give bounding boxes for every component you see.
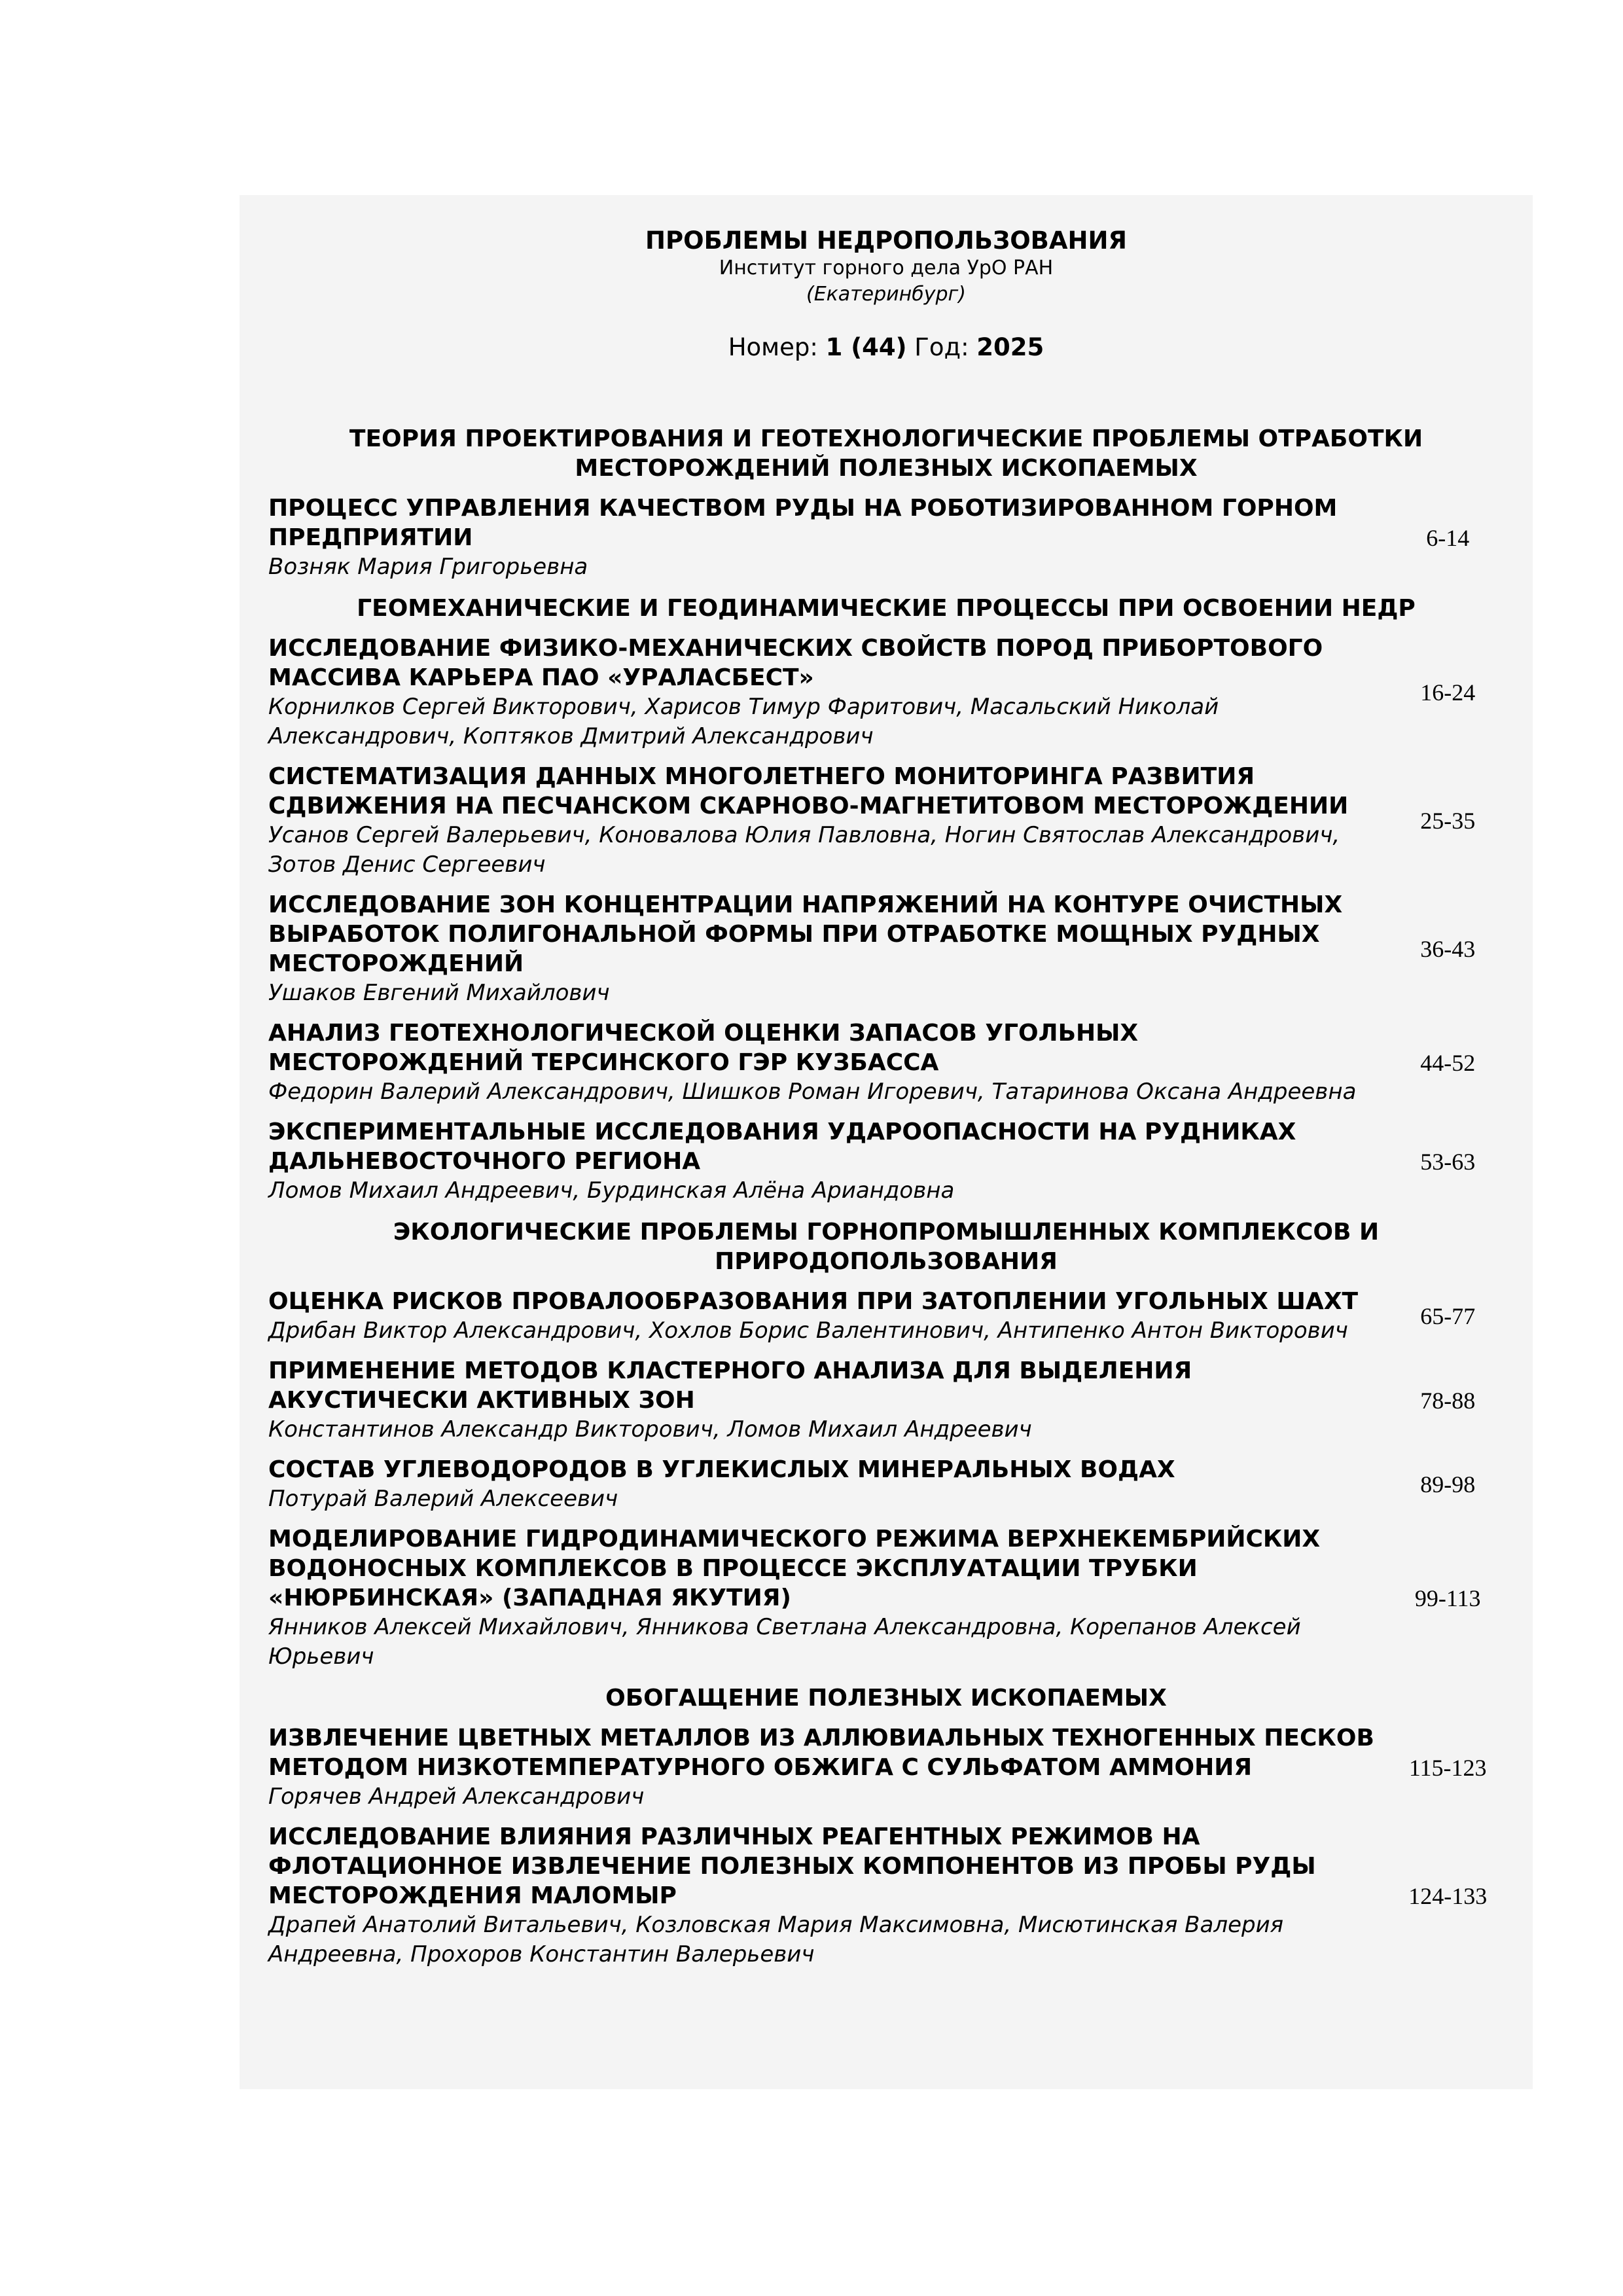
article-entry[interactable] — [255, 634, 1517, 751]
article-title[interactable]: ИССЛЕДОВАНИЕ ФИЗИКО-МЕХАНИЧЕСКИХ СВОЙСТВ ПОРОД ПРИБОРТОВОГО МАССИВА КАРЬЕРА ПАО «УРАЛАСБЕСТ» — [268, 635, 1323, 691]
article-authors: Потурай Валерий Алексеевич — [268, 1486, 618, 1512]
section-title: ГЕОМЕХАНИЧЕСКИЕ И ГЕОДИНАМИЧЕСКИЕ ПРОЦЕССЫ ПРИ ОСВОЕНИИ НЕДР — [357, 595, 1416, 622]
article-entry[interactable] — [255, 1723, 1517, 1812]
article-title[interactable]: СОСТАВ УГЛЕВОДОРОДОВ В УГЛЕКИСЛЫХ МИНЕРАЛЬНЫХ ВОДАХ — [268, 1456, 1175, 1483]
article-title[interactable]: МОДЕЛИРОВАНИЕ ГИДРОДИНАМИЧЕСКОГО РЕЖИМА ВЕРХНЕКЕМБРИЙСКИХ ВОДОНОСНЫХ КОМПЛЕКСОВ В ПРОЦЕССЕ ЭКСПЛУАТАЦИИ ТРУБКИ «НЮРБИНСКАЯ» (ЗАПАДНАЯ ЯКУТИЯ) — [268, 1526, 1321, 1611]
article-title[interactable]: ПРОЦЕСС УПРАВЛЕНИЯ КАЧЕСТВОМ РУДЫ НА РОБОТИЗИРОВАННОМ ГОРНОМ ПРЕДПРИЯТИИ — [268, 495, 1338, 551]
article-entry[interactable] — [255, 1117, 1517, 1206]
article-authors: Федорин Валерий Александрович, Шишков Роман Игоревич, Татаринова Оксана Андреевна — [268, 1079, 1357, 1105]
article-title[interactable]: ПРИМЕНЕНИЕ МЕТОДОВ КЛАСТЕРНОГО АНАЛИЗА ДЛЯ ВЫДЕЛЕНИЯ АКУСТИЧЕСКИ АКТИВНЫХ ЗОН — [268, 1357, 1192, 1414]
section-title: ОБОГАЩЕНИЕ ПОЛЕЗНЫХ ИСКОПАЕМЫХ — [605, 1685, 1167, 1712]
section — [255, 1683, 1517, 1969]
article-entry[interactable] — [255, 1455, 1517, 1514]
article-authors: Драпей Анатолий Витальевич, Козловская Мария Максимовна, Мисютинская Валерия Андреевна, Прохоров Константин Валерьевич — [268, 1912, 1284, 1967]
section — [255, 594, 1517, 1206]
article-pages: 44-52 — [1420, 1049, 1476, 1076]
article-entry[interactable] — [255, 762, 1517, 880]
issue-value: 1 (44) — [825, 333, 907, 361]
article-title[interactable]: ИЗВЛЕЧЕНИЕ ЦВЕТНЫХ МЕТАЛЛОВ ИЗ АЛЛЮВИАЛЬНЫХ ТЕХНОГЕННЫХ ПЕСКОВ МЕТОДОМ НИЗКОТЕМПЕРАТУРНОГО ОБЖИГА С СУЛЬФАТОМ АММОНИЯ — [268, 1725, 1374, 1781]
article-authors: Горячев Андрей Александрович — [268, 1784, 645, 1810]
issue-label: Номер: — [728, 333, 818, 361]
article-authors: Константинов Александр Викторович, Ломов Михаил Андреевич — [268, 1416, 1032, 1443]
article-pages: 78-88 — [1420, 1387, 1476, 1414]
article-authors: Янников Алексей Михайлович, Янникова Светлана Александровна, Корепанов Алексей Юрьевич — [268, 1614, 1301, 1670]
article-entry[interactable] — [255, 493, 1517, 582]
article-title[interactable]: ИССЛЕДОВАНИЕ ЗОН КОНЦЕНТРАЦИИ НАПРЯЖЕНИЙ НА КОНТУРЕ ОЧИСТНЫХ ВЫРАБОТОК ПОЛИГОНАЛЬНОЙ ФОРМЫ ПРИ ОТРАБОТКЕ МОЩНЫХ РУДНЫХ МЕСТОРОЖДЕНИЙ — [268, 891, 1343, 977]
article-title[interactable]: АНАЛИЗ ГЕОТЕХНОЛОГИЧЕСКОЙ ОЦЕНКИ ЗАПАСОВ УГОЛЬНЫХ МЕСТОРОЖДЕНИЙ ТЕРСИНСКОГО ГЭР КУЗБАССА — [268, 1020, 1139, 1076]
article-title[interactable]: ЭКСПЕРИМЕНТАЛЬНЫЕ ИССЛЕДОВАНИЯ УДАРООПАСНОСТИ НА РУДНИКАХ ДАЛЬНЕВОСТОЧНОГО РЕГИОНА — [268, 1119, 1296, 1175]
article-pages: 25-35 — [1420, 808, 1476, 834]
section-title: ТЕОРИЯ ПРОЕКТИРОВАНИЯ И ГЕОТЕХНОЛОГИЧЕСКИЕ ПРОБЛЕМЫ ОТРАБОТКИ МЕСТОРОЖДЕНИЙ ПОЛЕЗНЫХ ИСКОПАЕМЫХ — [349, 425, 1423, 482]
article-pages: 53-63 — [1420, 1148, 1476, 1175]
article-authors: Дрибан Виктор Александрович, Хохлов Борис Валентинович, Антипенко Антон Викторович — [268, 1318, 1348, 1344]
article-pages: 16-24 — [1420, 679, 1476, 706]
table-of-contents — [255, 424, 1517, 1969]
article-authors: Усанов Сергей Валерьевич, Коновалова Юлия Павловна, Ногин Святослав Александрович, Зотов Денис Сергеевич — [268, 822, 1340, 878]
article-pages: 115-123 — [1408, 1754, 1487, 1781]
section — [255, 424, 1517, 582]
article-authors: Ломов Михаил Андреевич, Бурдинская Алёна Ариандовна — [268, 1177, 955, 1204]
article-title[interactable]: ИССЛЕДОВАНИЕ ВЛИЯНИЯ РАЗЛИЧНЫХ РЕАГЕНТНЫХ РЕЖИМОВ НА ФЛОТАЦИОННОЕ ИЗВЛЕЧЕНИЕ ПОЛЕЗНЫХ КОМПОНЕНТОВ ИЗ ПРОБЫ РУДЫ МЕСТОРОЖДЕНИЯ МАЛОМЫР — [268, 1823, 1316, 1909]
article-entry[interactable] — [255, 890, 1517, 1008]
section — [255, 1217, 1517, 1672]
article-entry[interactable] — [255, 1524, 1517, 1672]
article-entry[interactable] — [255, 1822, 1517, 1969]
article-entry[interactable] — [255, 1018, 1517, 1107]
article-authors: Ушаков Евгений Михайлович — [268, 980, 610, 1006]
article-authors: Корнилков Сергей Викторович, Харисов Тимур Фаритович, Масальский Николай Александрович, Коптяков Дмитрий Александрович — [268, 694, 1219, 749]
article-pages: 6-14 — [1426, 524, 1470, 551]
article-pages: 99-113 — [1414, 1585, 1481, 1611]
article-pages: 124-133 — [1408, 1882, 1488, 1909]
article-authors: Возняк Мария Григорьевна — [268, 554, 588, 580]
article-entry[interactable] — [255, 1356, 1517, 1444]
article-title[interactable]: ОЦЕНКА РИСКОВ ПРОВАЛООБРАЗОВАНИЯ ПРИ ЗАТОПЛЕНИИ УГОЛЬНЫХ ШАХТ — [268, 1288, 1358, 1315]
journal-title: ПРОБЛЕМЫ НЕДРОПОЛЬЗОВАНИЯ — [645, 226, 1127, 255]
year-value: 2025 — [976, 333, 1044, 361]
institute-name: Институт горного дела УрО РАН — [719, 257, 1054, 279]
journal-header — [255, 226, 1517, 363]
article-pages: 65-77 — [1420, 1303, 1476, 1329]
section-title: ЭКОЛОГИЧЕСКИЕ ПРОБЛЕМЫ ГОРНОПРОМЫШЛЕННЫХ КОМПЛЕКСОВ И ПРИРОДОПОЛЬЗОВАНИЯ — [393, 1219, 1380, 1275]
contents-panel — [240, 195, 1533, 2089]
issue-line — [255, 332, 1517, 363]
article-title[interactable]: СИСТЕМАТИЗАЦИЯ ДАННЫХ МНОГОЛЕТНЕГО МОНИТОРИНГА РАЗВИТИЯ СДВИЖЕНИЯ НА ПЕСЧАНСКОМ СКАРНОВО-МАГНЕТИТОВОМ МЕСТОРОЖДЕНИИ — [268, 763, 1349, 819]
article-pages: 89-98 — [1420, 1471, 1476, 1498]
article-pages: 36-43 — [1420, 936, 1476, 962]
article-entry[interactable] — [255, 1287, 1517, 1346]
city-name: (Екатеринбург) — [806, 283, 966, 306]
year-label: Год: — [914, 333, 969, 361]
